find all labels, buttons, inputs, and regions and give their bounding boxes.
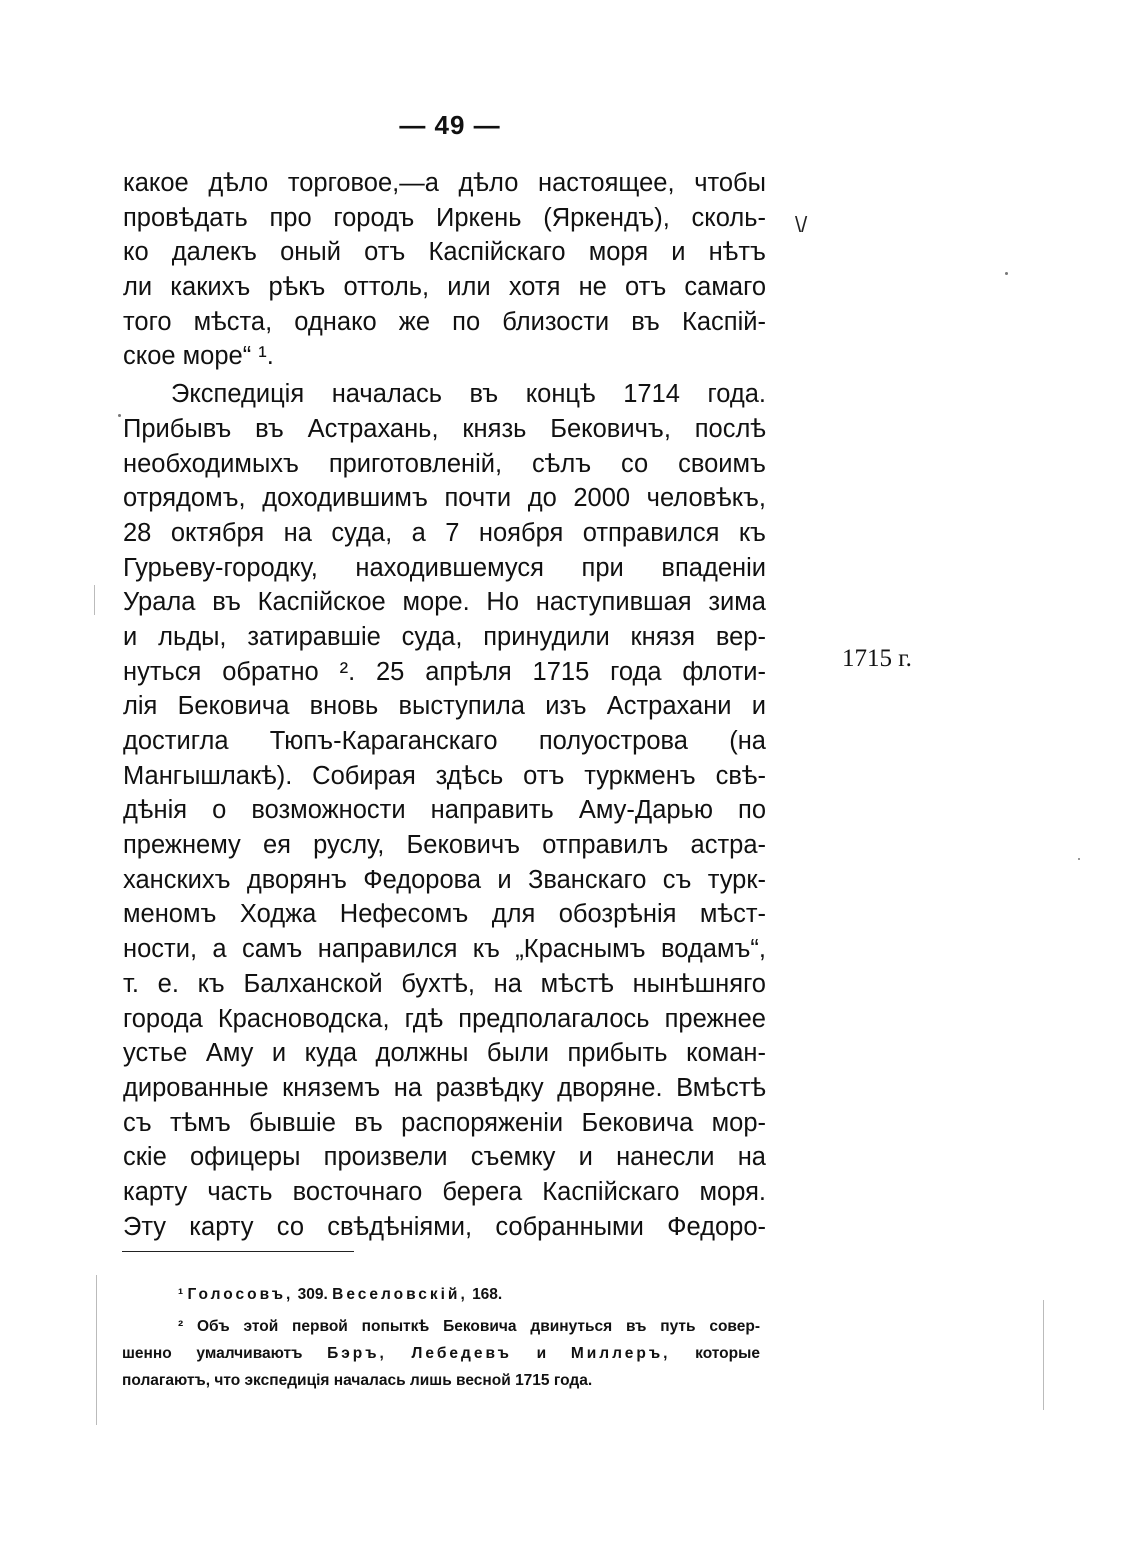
page-number: — 49 — <box>399 110 501 140</box>
text-line: лія Бековича вновь выступила изъ Астрахани и <box>123 692 766 721</box>
text-line: Прибывъ въ Астрахань, князь Бековичъ, послѣ <box>123 414 766 443</box>
footnote-marker: ¹ <box>178 1286 184 1303</box>
footnote-2-line-3: полагаютъ, что экспедиція началась лишь весной 1715 года. <box>122 1372 593 1389</box>
text-line: нуться обратно ². 25 апрѣля 1715 года флоти- <box>123 657 766 686</box>
footnote-author: Голосовъ, <box>187 1286 294 1303</box>
text-line: ности, а самъ направился къ „Краснымъ водамъ“, <box>123 935 766 964</box>
footnote-author: Миллеръ, <box>570 1345 671 1362</box>
text-line: того мѣста, однако же по близости въ Каспій- <box>123 307 766 336</box>
text-line: достигла Тюпъ-Караганскаго полуострова (на <box>123 727 766 755</box>
text-line: отрядомъ, доходившимъ почти до 2000 человѣкъ, <box>123 484 766 513</box>
text-line: дированные княземъ на развѣдку дворяне. Вмѣстѣ <box>123 1073 766 1102</box>
footnote-text: и <box>536 1345 547 1362</box>
text-line: Экспедиція началась въ концѣ 1714 года. <box>171 380 766 409</box>
footnote-text: которые <box>695 1345 760 1362</box>
text-line: съ тѣмъ бывшіе въ распоряженіи Бековича мор- <box>123 1108 766 1137</box>
text-line: 28 октября на суда, а 7 ноября отправился къ <box>123 518 766 547</box>
footnote-2-line-2 <box>122 1340 760 1367</box>
paragraph-2 <box>123 377 766 1244</box>
text-line: ское море“ ¹. <box>123 342 274 371</box>
footnote-text: Объ этой первой попыткѣ Бековича двинуться въ путь совер- <box>196 1318 761 1335</box>
footnote-marker: ² <box>178 1318 184 1335</box>
footnote-1 <box>122 1281 760 1308</box>
scan-edge-line <box>96 1275 97 1425</box>
margin-note-year: 1715 г. <box>842 645 912 672</box>
text-line: Урала въ Каспійское море. Но наступившая зима <box>123 588 766 617</box>
footnote-reference: 309. <box>297 1286 328 1303</box>
paragraph-1 <box>123 166 766 374</box>
body-text <box>123 166 766 1244</box>
footnote-author: Лебедевъ <box>411 1345 512 1362</box>
text-line: карту часть восточнаго берега Каспійскаго моря. <box>123 1177 766 1206</box>
footnotes <box>122 1281 760 1394</box>
text-line: необходимыхъ приготовленій, сѣлъ со своимъ <box>123 449 766 478</box>
scan-speck <box>118 414 121 417</box>
text-line: Мангышлакѣ). Собирая здѣсь отъ туркменъ свѣ- <box>123 761 766 790</box>
footnote-author: Веселовскій, <box>332 1286 468 1303</box>
text-line: прежнему ея руслу, Бековичъ отправилъ астра- <box>123 831 766 860</box>
footnote-2-line-1 <box>122 1313 760 1340</box>
text-line: т. е. къ Балханской бухтѣ, на мѣстѣ нынѣшняго <box>123 969 766 998</box>
text-line: устье Аму и куда должны были прибыть коман- <box>123 1039 766 1068</box>
footnote-divider <box>122 1251 354 1252</box>
text-line: дѣнія о возможности направить Аму-Дарью по <box>123 796 766 825</box>
footnote-author: Бэръ, <box>327 1345 387 1362</box>
footnote-reference: 168. <box>472 1286 503 1303</box>
scan-speck <box>1005 272 1008 275</box>
scan-edge-line <box>1043 1300 1044 1410</box>
text-line: и льды, затиравшіе суда, принудили князя вер- <box>123 622 766 651</box>
text-line: Гурьеву-городку, находившемуся при впаденіи <box>123 553 766 582</box>
scan-edge-line <box>94 585 95 615</box>
scan-speck <box>1078 858 1080 860</box>
handwritten-margin-mark: \/ <box>795 212 808 237</box>
text-line: Эту карту со свѣдѣніями, собранными Федоро- <box>123 1212 766 1241</box>
text-line: города Красноводска, гдѣ предполагалось прежнее <box>123 1004 766 1033</box>
footnote-text: шенно умалчиваютъ <box>122 1345 303 1362</box>
text-line: ли какихъ рѣкъ оттоль, или хотя не отъ самаго <box>123 273 766 302</box>
text-line: какое дѣло торговое,—а дѣло настоящее, чтобы <box>123 169 766 197</box>
text-line: скіе офицеры произвели съемку и нанесли на <box>123 1143 766 1172</box>
text-line: провѣдать про городъ Иркень (Яркендъ), сколь- <box>123 203 766 232</box>
text-line: меномъ Ходжа Нефесомъ для обозрѣнія мѣст- <box>123 900 766 929</box>
text-line: ко далекъ оный отъ Каспійскаго моря и нѣтъ <box>123 238 766 267</box>
text-line: ханскихъ дворянъ Федорова и Званскаго съ турк- <box>123 865 766 894</box>
